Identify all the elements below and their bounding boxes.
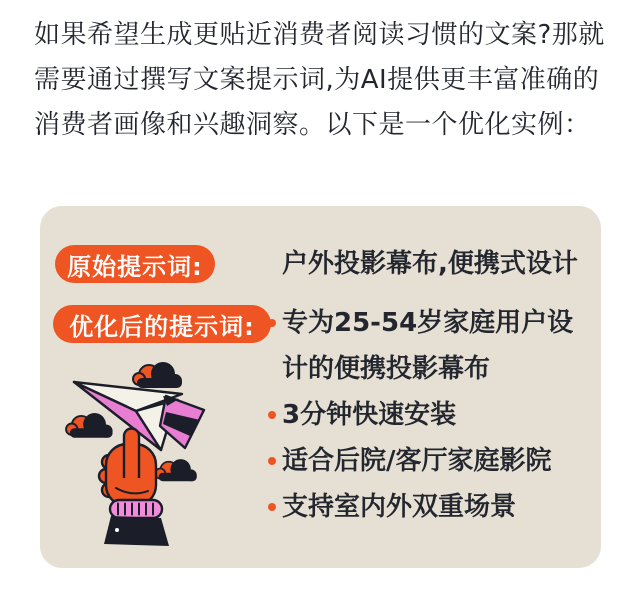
bullet-dot-icon bbox=[268, 319, 276, 327]
intro-line-1: 如果希望生成更贴近消费者阅读习惯的文案?那就 bbox=[34, 20, 605, 50]
cloud-left-icon bbox=[66, 413, 113, 438]
prompt-example-card bbox=[40, 206, 601, 568]
intro-line-2: 需要通过撰写文案提示词,为AI提供更丰富准确的 bbox=[34, 65, 600, 95]
bullet-dot-icon bbox=[268, 503, 276, 511]
list-item bbox=[268, 484, 598, 530]
hand-throwing-paper-plane-illustration bbox=[64, 358, 216, 548]
list-item bbox=[268, 438, 598, 484]
original-prompt-label: 原始提示词: bbox=[55, 245, 215, 283]
list-item-text: 支持室内外双重场景 bbox=[282, 492, 517, 522]
bullet-dot-icon bbox=[268, 457, 276, 465]
optimized-prompt-list bbox=[268, 300, 598, 530]
list-item-text: 适合后院/客厅家庭影院 bbox=[282, 446, 552, 476]
cloud-right-icon bbox=[155, 459, 197, 481]
intro-line-3: 消费者画像和兴趣洞察。以下是一个优化实例： bbox=[34, 110, 591, 140]
list-item-text: 专为25-54岁家庭用户设计的便携投影幕布 bbox=[282, 308, 574, 384]
optimized-prompt-label: 优化后的提示词: bbox=[53, 305, 271, 343]
sleeve bbox=[104, 516, 169, 546]
bullet-dot-icon bbox=[268, 411, 276, 419]
cloud-top-icon bbox=[133, 362, 182, 388]
intro-paragraph bbox=[34, 13, 609, 148]
list-item bbox=[268, 392, 598, 438]
list-item-text: 3分钟快速安装 bbox=[282, 400, 457, 430]
original-prompt-value: 户外投影幕布,便携式设计 bbox=[282, 249, 578, 279]
list-item bbox=[268, 300, 598, 392]
